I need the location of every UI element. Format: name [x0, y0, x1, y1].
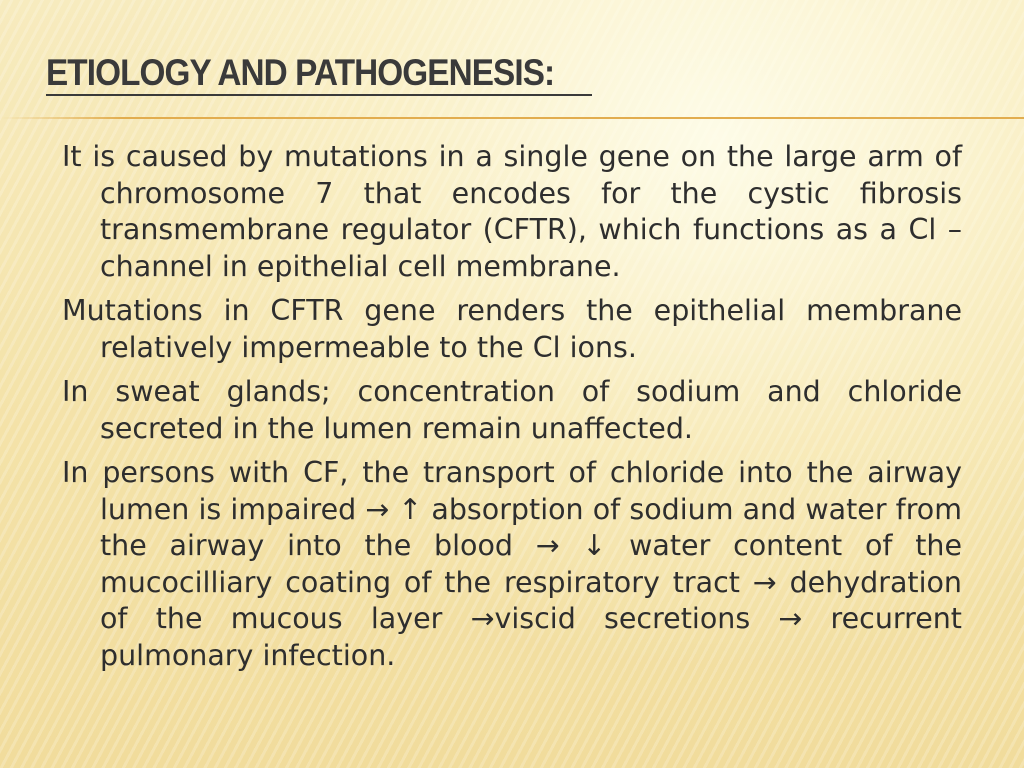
paragraph-sweat-glands: In sweat glands; concentration of sodium and chloride secreted in the lumen remain unaffected.: [62, 375, 962, 445]
accent-divider: [0, 117, 1024, 119]
paragraph-membrane-impermeable: Mutations in CFTR gene renders the epithelial membrane relatively impermeable to the Cl ions.: [62, 294, 962, 364]
paragraph-cftr-mutation: It is caused by mutations in a single gene on the large arm of chromosome 7 that encodes for the cystic fibrosis transmembrane regulator (CFTR), which functions as a Cl – channel in epithelial cell membrane.: [62, 140, 962, 283]
slide-title: ETIOLOGY AND PATHOGENESIS:: [46, 52, 555, 93]
slide-body: [62, 139, 962, 682]
paragraph-airway-transport: In persons with CF, the transport of chloride into the airway lumen is impaired → ↑ absorption of sodium and water from the airway into the blood → ↓ water content of the mucocilliary coating of the respiratory tract → dehydration of the mucous layer →viscid secretions → recurrent pulmonary infection.: [62, 456, 962, 672]
title-underline: [46, 94, 592, 96]
